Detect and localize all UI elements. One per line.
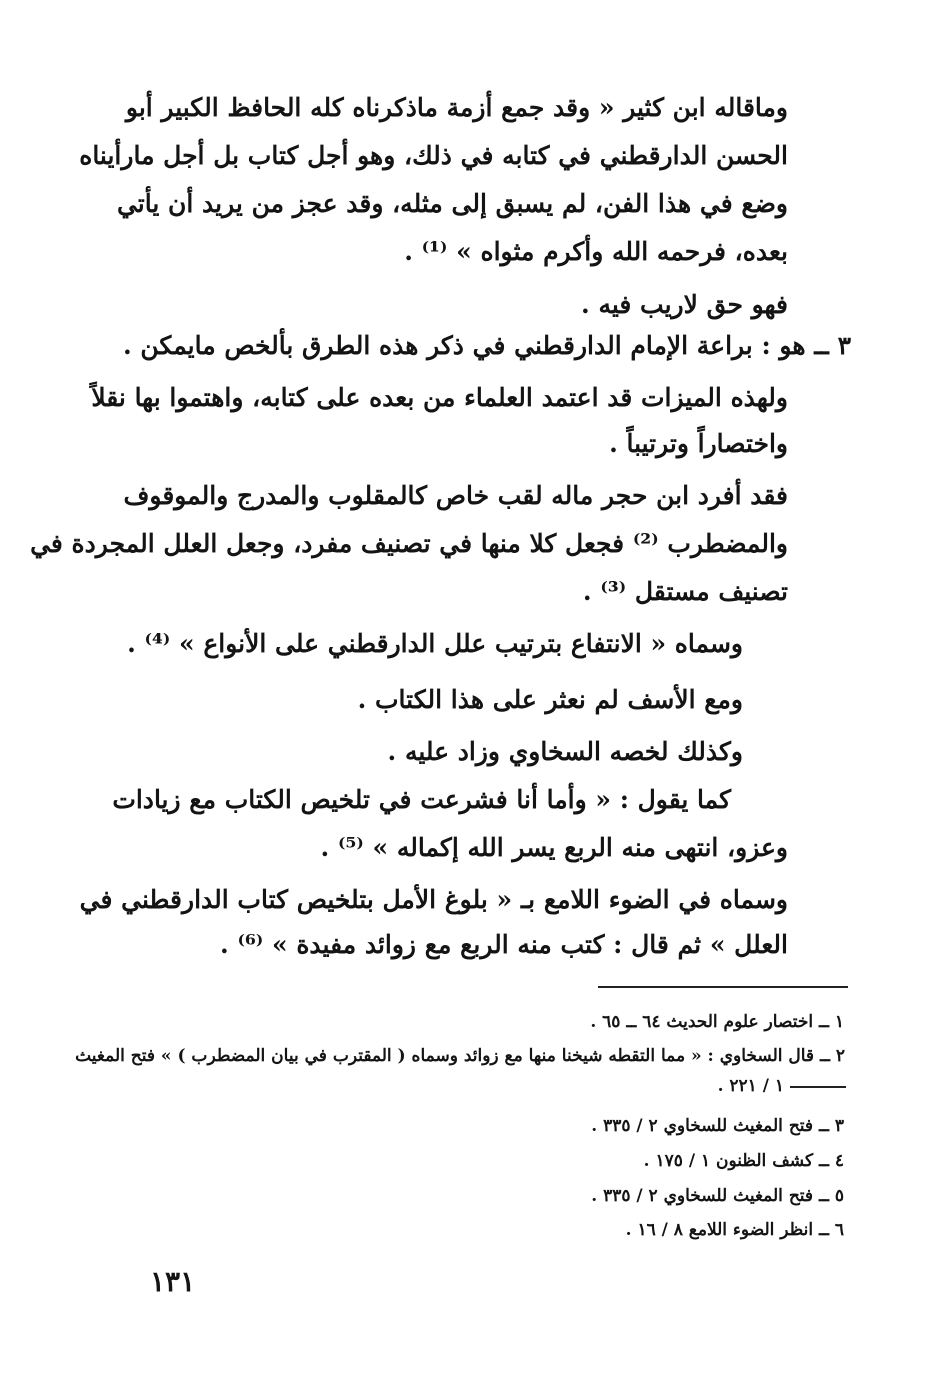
- body-line-3: وضع في هذا الفن، لم يسبق إلى مثله، وقد عجز من يريد أن يأتي: [116, 189, 788, 218]
- body-line-1: وماقاله ابن كثير « وقد جمع أزمة ماذكرناه كله الحافظ الكبير أبو: [125, 93, 788, 122]
- body-line-13: ومع الأسف لم نعثر على هذا الكتاب .: [357, 685, 743, 714]
- body-line-7: ولهذه الميزات قد اعتمد العلماء من بعده على كتابه، واهتموا بها نقلاً: [91, 383, 788, 412]
- footnote-4: ٤ ــ كشف الظنون ١ / ١٧٥ .: [643, 1151, 844, 1171]
- body-line-12: وسماه « الانتفاع بترتيب علل الدارقطني على الأنواع » ⁽⁴⁾ .: [127, 629, 743, 658]
- body-line-5: فهو حق لاريب فيه .: [581, 290, 788, 319]
- body-line-17: وسماه في الضوء اللامع بـ « بلوغ الأمل بتلخيص كتاب الدارقطني في: [79, 885, 788, 914]
- body-line-11: تصنيف مستقل ⁽³⁾ .: [582, 577, 788, 606]
- body-line-9: فقد أفرد ابن حجر ماله لقب خاص كالمقلوب والمدرج والموقوف: [123, 481, 788, 510]
- body-line-8: واختصاراً وترتيباً .: [609, 429, 788, 458]
- body-line-15: كما يقول : « وأما أنا فشرعت في تلخيص الكتاب مع زيادات: [112, 785, 731, 814]
- footnote-5: ٥ ــ فتح المغيث للسخاوي ٢ / ٣٣٥ .: [591, 1186, 844, 1206]
- footnote-2: ٢ ــ قال السخاوي : « مما التقطه شيخنا منها مع زوائد وسماه ( المقترب في بيان المضطرب ) » فتح المغيث: [75, 1046, 845, 1066]
- list-item-3-line: ٣ ــ هو : براعة الإمام الدارقطني في ذكر هذه الطرق بألخص مايمكن .: [122, 331, 851, 360]
- footnote-2-continuation: ١ / ٢٢١ .: [717, 1076, 784, 1096]
- footnote-2-continuation-dash: [790, 1086, 846, 1088]
- body-line-18: العلل » ثم قال : كتب منه الربع مع زوائد مفيدة » ⁽⁶⁾ .: [220, 930, 788, 959]
- body-line-10: والمضطرب ⁽²⁾ فجعل كلا منها في تصنيف مفرد، وجعل العلل المجردة في: [30, 529, 788, 558]
- body-line-14: وكذلك لخصه السخاوي وزاد عليه .: [387, 737, 743, 766]
- page-number: ١٣١: [150, 1265, 196, 1298]
- body-line-4: بعده، فرحمه الله وأكرم مثواه » ⁽¹⁾ .: [404, 237, 788, 266]
- footnote-3: ٣ ــ فتح المغيث للسخاوي ٢ / ٣٣٥ .: [591, 1116, 844, 1136]
- footnote-6: ٦ ــ انظر الضوء اللامع ٨ / ١٦ .: [625, 1220, 844, 1240]
- footnote-1: ١ ــ اختصار علوم الحديث ٦٤ ــ ٦٥ .: [590, 1012, 844, 1032]
- body-line-2: الحسن الدارقطني في كتابه في ذلك، وهو أجل كتاب بل أجل مارأيناه: [79, 141, 788, 170]
- body-line-16: وعزو، انتهى منه الربع يسر الله إكماله » ⁽⁵⁾ .: [320, 833, 788, 862]
- footnote-separator: [598, 986, 848, 988]
